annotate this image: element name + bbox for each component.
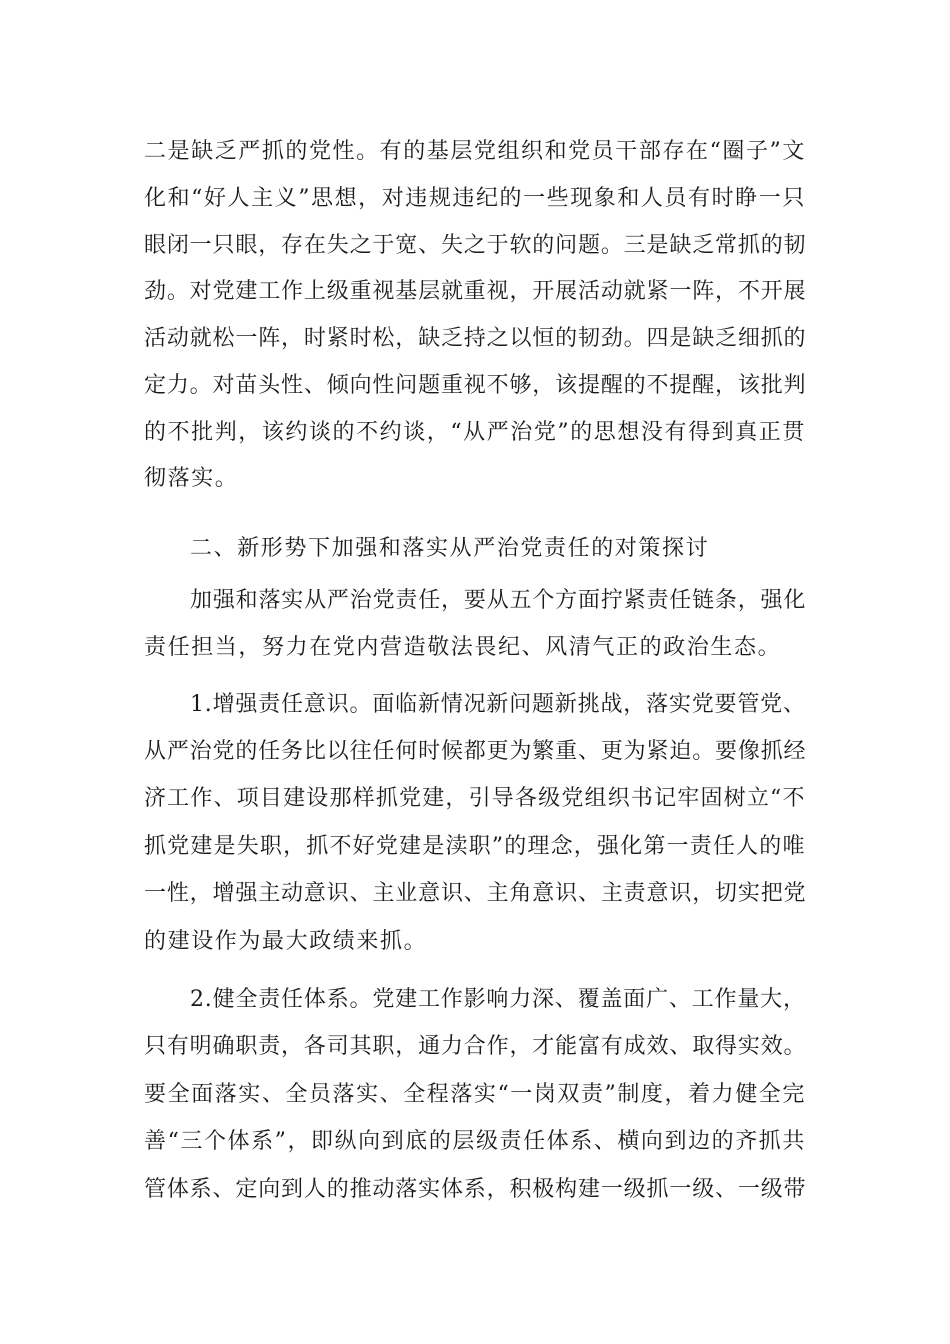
text-line: 定力。对苗头性、倾向性问题重视不够，该提醒的不提醒，该批判 xyxy=(144,373,807,398)
text-line: 善“三个体系”，即纵向到底的层级责任体系、横向到边的齐抓共 xyxy=(144,1129,806,1154)
text-line: 济工作、项目建设那样抓党建，引导各级党组织书记牢固树立“不 xyxy=(144,786,806,811)
text-line: 2.健全责任体系。党建工作影响力深、覆盖面广、工作量大， xyxy=(190,987,806,1012)
text-line: 劲。对党建工作上级重视基层就重视，开展活动就紧一阵，不开展 xyxy=(144,279,807,304)
text-line: 加强和落实从严治党责任，要从五个方面拧紧责任链条，强化 xyxy=(190,588,807,613)
text-line: 一性，增强主动意识、主业意识、主角意识、主责意识，切实把党 xyxy=(144,881,807,906)
text-line: 彻落实。 xyxy=(144,466,239,491)
section-heading: 二、新形势下加强和落实从严治党责任的对策探讨 xyxy=(190,536,710,561)
text-line: 责任担当，努力在党内营造敬法畏纪、风清气正的政治生态。 xyxy=(144,635,782,660)
text-line: 二是缺乏严抓的党性。有的基层党组织和党员干部存在“圈子”文 xyxy=(144,139,806,164)
text-line: 眼闭一只眼，存在失之于宽、失之于软的问题。三是缺乏常抓的韧 xyxy=(144,233,807,258)
text-line: 抓党建是失职，抓不好党建是渎职”的理念，强化第一责任人的唯 xyxy=(144,834,806,859)
text-line: 从严治党的任务比以往任何时候都更为繁重、更为紧迫。要像抓经 xyxy=(144,739,807,764)
text-line: 要全面落实、全员落实、全程落实“一岗双责”制度，着力健全完 xyxy=(144,1082,806,1107)
text-line: 的不批判，该约谈的不约谈，“从严治党”的思想没有得到真正贯 xyxy=(144,420,806,445)
text-line: 活动就松一阵，时紧时松，缺乏持之以恒的韧劲。四是缺乏细抓的 xyxy=(144,326,807,351)
text-line: 管体系、定向到人的推动落实体系，积极构建一级抓一级、一级带 xyxy=(144,1177,807,1202)
text-line: 的建设作为最大政绩来抓。 xyxy=(144,929,428,954)
text-line: 只有明确职责，各司其职，通力合作，才能富有成效、取得实效。 xyxy=(144,1034,807,1059)
text-line: 化和“好人主义”思想，对违规违纪的一些现象和人员有时睁一只 xyxy=(144,186,806,211)
text-line: 1.增强责任意识。面临新情况新问题新挑战，落实党要管党、 xyxy=(190,692,806,717)
